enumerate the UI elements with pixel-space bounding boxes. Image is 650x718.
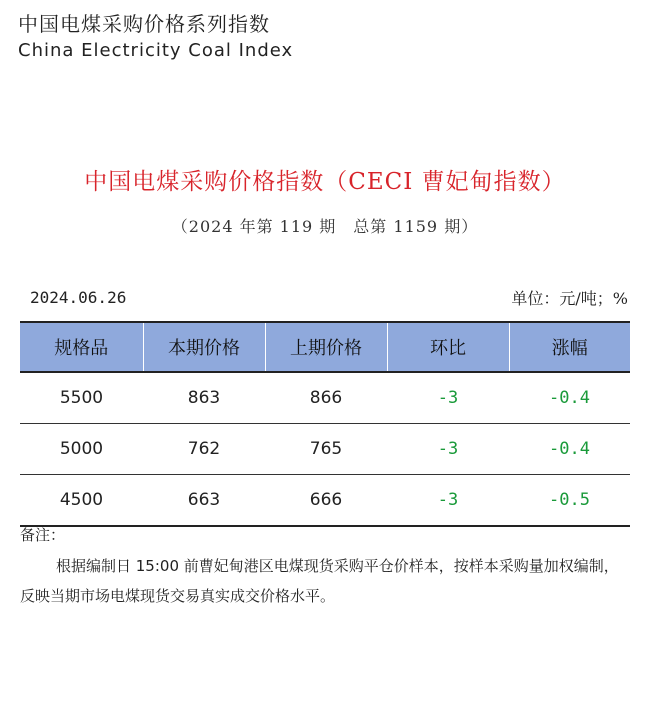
column-header-previous-price: 上期价格: [265, 322, 387, 372]
notes-text: 根据编制日 15:00 前曹妃甸港区电煤现货采购平仓价样本，按样本采购量加权编制，反映当期市场电煤现货交易真实成交价格水平。: [20, 557, 619, 605]
table-row: [20, 424, 630, 475]
change-rate-cell: -0.5: [509, 475, 630, 527]
table-row: [20, 475, 630, 527]
column-header-current-price: 本期价格: [143, 322, 265, 372]
change-rate-cell: -0.4: [509, 372, 630, 424]
report-issue: （2024 年第 119 期 总第 1159 期）: [171, 217, 479, 236]
previous-price-cell: 765: [265, 424, 387, 475]
report-title: 中国电煤采购价格指数（CECI 曹妃甸指数）: [84, 169, 566, 195]
previous-price-cell: 666: [265, 475, 387, 527]
change-cell: -3: [387, 475, 509, 527]
unit-label: 单位：元/吨；%: [511, 289, 628, 308]
change-cell: -3: [387, 372, 509, 424]
brand-title-cn: 中国电煤采购价格系列指数: [18, 12, 270, 36]
column-header-change-rate: 涨幅: [509, 322, 630, 372]
notes-label: 备注：: [20, 526, 66, 544]
spec-cell: 5000: [20, 424, 143, 475]
current-price-cell: 663: [143, 475, 265, 527]
table-row: [20, 372, 630, 424]
spec-cell: 5500: [20, 372, 143, 424]
column-header-change: 环比: [387, 322, 509, 372]
spec-cell: 4500: [20, 475, 143, 527]
change-cell: -3: [387, 424, 509, 475]
current-price-cell: 762: [143, 424, 265, 475]
previous-price-cell: 866: [265, 372, 387, 424]
current-price-cell: 863: [143, 372, 265, 424]
change-rate-cell: -0.4: [509, 424, 630, 475]
table-header-row: [20, 322, 630, 372]
price-table: [20, 321, 630, 527]
report-date: 2024.06.26: [30, 288, 127, 307]
brand-title-en: China Electricity Coal Index: [18, 40, 294, 61]
column-header-spec: 规格品: [20, 322, 143, 372]
